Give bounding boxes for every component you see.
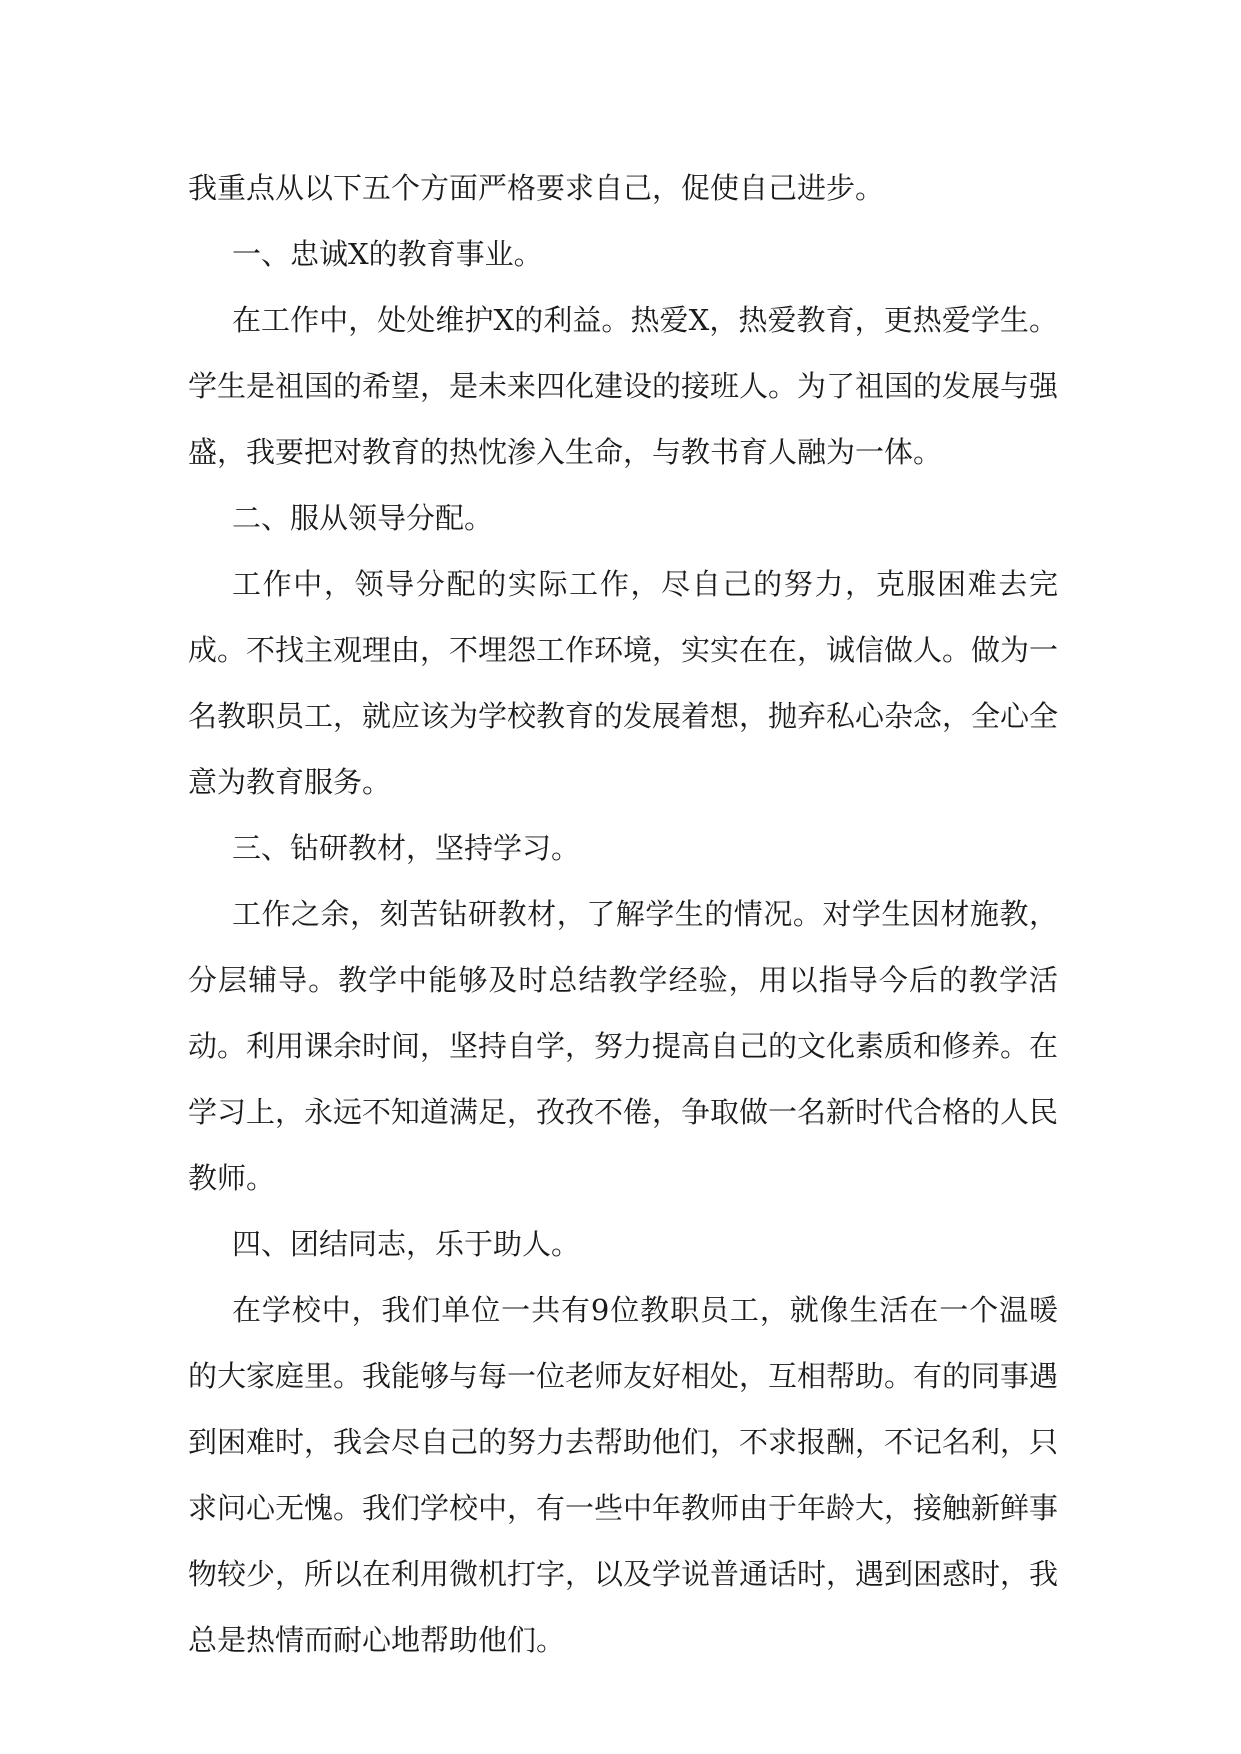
section-heading-1: 一、忠诚X的教育事业。 xyxy=(232,237,543,271)
body-paragraph-1: 在工作中，处处维护X的利益。热爱X，热爱教育，更热爱学生。学生是祖国的希望，是未来四化建设的接班人。为了祖国的发展与强盛，我要把对教育的热忱渗入生命，与教书育人融为一体。 xyxy=(188,303,1059,469)
body-paragraph-2: 工作中，领导分配的实际工作，尽自己的努力，克服困难去完成。不找主观理由，不埋怨工作环境，实实在在，诚信做人。做为一名教职员工，就应该为学校教育的发展着想，抛弃私心杂念，全心全意为教育服务。 xyxy=(188,567,1059,799)
section-heading-3: 三、钻研教材，坚持学习。 xyxy=(232,831,581,865)
body-paragraph-4: 在学校中，我们单位一共有9位教职员工，就像生活在一个温暖的大家庭里。我能够与每一位老师友好相处，互相帮助。有的同事遇到困难时，我会尽自己的努力去帮助他们，不求报酬，不记名利，只求问心无愧。我们学校中，有一些中年教师由于年龄大，接触新鲜事物较少，所以在利用微机打字，以及学说普通话时，遇到困惑时，我总是热情而耐心地帮助他们。 xyxy=(188,1293,1059,1657)
section-heading-2: 二、服从领导分配。 xyxy=(232,501,494,535)
intro-paragraph: 我重点从以下五个方面严格要求自己，促使自己进步。 xyxy=(188,171,885,205)
body-paragraph-3: 工作之余，刻苦钻研教材，了解学生的情况。对学生因材施教，分层辅导。教学中能够及时总结教学经验，用以指导今后的教学活动。利用课余时间，坚持自学，努力提高自己的文化素质和修养。在学习上，永远不知道满足，孜孜不倦，争取做一名新时代合格的人民教师。 xyxy=(188,897,1059,1195)
section-heading-4: 四、团结同志，乐于助人。 xyxy=(232,1227,581,1261)
document-body xyxy=(188,155,1058,1673)
